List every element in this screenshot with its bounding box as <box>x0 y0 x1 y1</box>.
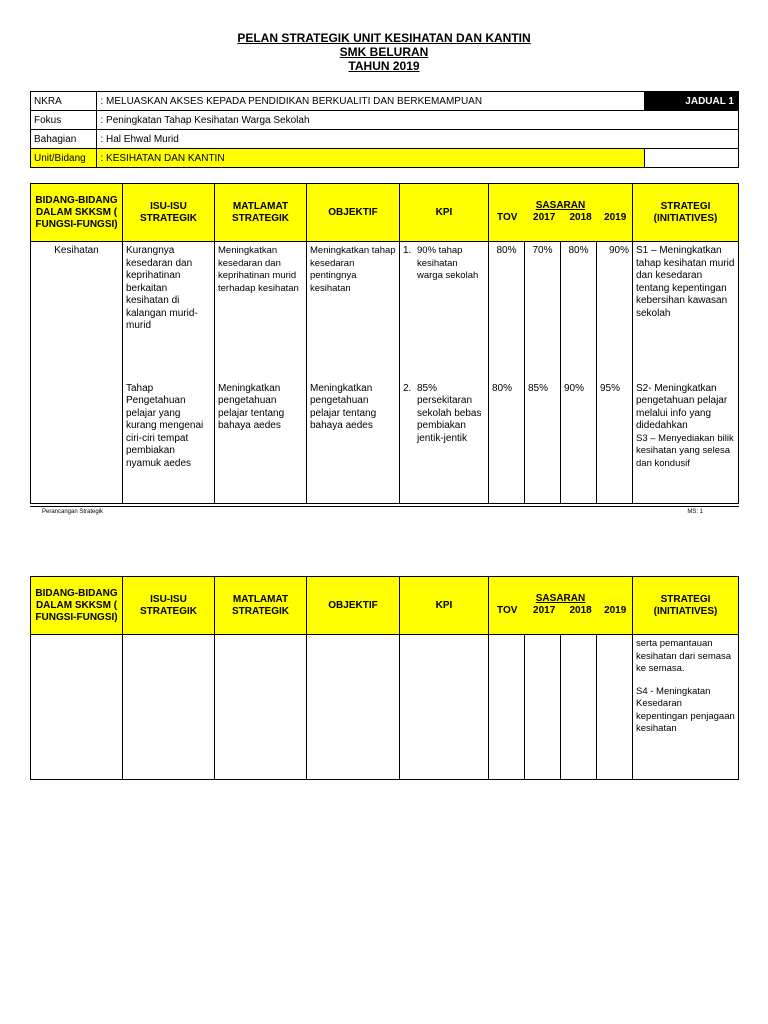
p2-2017 <box>524 635 560 780</box>
fokus-value: : Peningkatan Tahap Kesihatan Warga Sekolah <box>97 111 739 130</box>
header-2018-2: 2018 <box>569 605 592 617</box>
row2-2019: 95% <box>597 380 633 504</box>
footer-left: Perancangan Strategik <box>42 509 104 515</box>
row1-kpi-num: 1. <box>403 245 412 256</box>
row1-kpi <box>400 242 489 380</box>
header-2019: 2019 <box>604 212 627 224</box>
row2-bidang <box>31 380 123 504</box>
row1-strategi: S1 – Meningkatkan tahap kesihatan murid dan kesedaran tentang kepentingan kebersihan kawasan sekolah <box>633 242 739 380</box>
header-kpi: KPI <box>400 184 489 242</box>
header-tov: TOV <box>497 212 518 224</box>
row1-isu: Kurangnya kesedaran dan keprihatinan berkaitan kesihatan di kalangan murid-murid <box>123 242 215 380</box>
row1-objektif: Meningkatkan tahap kesedaran pentingnya kesihatan <box>307 242 400 380</box>
row2-2018: 90% <box>561 380 597 504</box>
header-sasaran-2 <box>489 577 633 635</box>
row1-bidang: Kesihatan <box>31 242 123 380</box>
row1-matlamat: Meningkatkan kesedaran dan keprihatinan murid terhadap kesihatan <box>215 242 307 380</box>
header-sasaran <box>489 184 633 242</box>
header-isu-2: ISU-ISU STRATEGIK <box>123 577 215 635</box>
bahagian-label: Bahagian <box>31 130 97 149</box>
header-matlamat-2: MATLAMAT STRATEGIK <box>215 577 307 635</box>
row2-strategi-s2: S2- Meningkatkan pengetahuan pelajar melalui info yang didedahkan <box>636 382 728 431</box>
header-strategi: STRATEGI (INITIATIVES) <box>633 184 739 242</box>
unit-empty-cell <box>645 149 739 168</box>
p2-objektif <box>307 635 400 780</box>
p2-matlamat <box>215 635 307 780</box>
p2-2019 <box>596 635 632 780</box>
row2-tov: 80% <box>489 380 525 504</box>
p2-bidang <box>31 635 123 780</box>
header-objektif-2: OBJEKTIF <box>307 577 400 635</box>
header-objektif: OBJEKTIF <box>307 184 400 242</box>
nkra-value: : MELUASKAN AKSES KEPADA PENDIDIKAN BERKUALITI DAN BERKEMAMPUAN <box>97 92 645 111</box>
p2-2018 <box>560 635 596 780</box>
page-footer <box>30 506 739 515</box>
header-matlamat: MATLAMAT STRATEGIK <box>215 184 307 242</box>
title-line-2: SMK BELURAN <box>339 45 429 59</box>
unit-label: Unit/Bidang <box>31 149 97 168</box>
unit-value: : KESIHATAN DAN KANTIN <box>97 149 645 168</box>
jadual-badge: JADUAL 1 <box>645 92 739 111</box>
row2-strategi <box>633 380 739 504</box>
header-strategi-2: STRATEGI (INITIATIVES) <box>633 577 739 635</box>
table-row <box>31 242 739 380</box>
header-tov-2: TOV <box>497 605 518 617</box>
row2-strategi-s3: S3 – Menyediakan bilik kesihatan yang selesa dan kondusif <box>636 432 734 469</box>
row2-matlamat: Meningkatkan pengetahuan pelajar tentang bahaya aedes <box>215 380 307 504</box>
p2-tov <box>489 635 525 780</box>
row1-2018: 80% <box>561 242 597 380</box>
header-bidang: BIDANG-BIDANG DALAM SKKSM ( FUNGSI-FUNGSI) <box>31 184 123 242</box>
strategy-table-2 <box>30 576 739 780</box>
header-bidang-2: BIDANG-BIDANG DALAM SKKSM ( FUNGSI-FUNGSI) <box>31 577 123 635</box>
row1-tov: 80% <box>489 242 525 380</box>
p2-strategi-s4: S4 - Meningkatan Kesedaran kepentingan penjagaan kesihatan <box>636 685 735 734</box>
row1-2017: 70% <box>525 242 561 380</box>
info-table <box>30 91 739 168</box>
bahagian-value: : Hal Ehwal Murid <box>97 130 739 149</box>
row1-kpi-text: 90% tahap kesihatan warga sekolah <box>417 245 479 281</box>
row1-2019: 90% <box>597 242 633 380</box>
strategy-table-1 <box>30 183 739 504</box>
header-kpi-2: KPI <box>400 577 489 635</box>
fokus-label: Fokus <box>31 111 97 130</box>
header-2019-2: 2019 <box>604 605 627 617</box>
p2-isu <box>123 635 215 780</box>
header-2017: 2017 <box>533 212 556 224</box>
row2-kpi-text: 85% persekitaran sekolah bebas pembiakan jentik-jentik <box>417 382 482 444</box>
title-line-1: PELAN STRATEGIK UNIT KESIHATAN DAN KANTIN <box>237 31 531 45</box>
table-row <box>31 380 739 504</box>
p2-strategi <box>633 635 739 780</box>
row2-objektif: Meningkatkan pengetahuan pelajar tentang bahaya aedes <box>307 380 400 504</box>
row2-kpi <box>400 380 489 504</box>
sasaran-title: SASARAN <box>535 200 586 212</box>
p2-kpi <box>400 635 489 780</box>
document-title <box>0 31 768 73</box>
table-row <box>31 635 739 780</box>
row2-isu: Tahap Pengetahuan pelajar yang kurang mengenai ciri-ciri tempat pembiakan nyamuk aedes <box>123 380 215 504</box>
p2-strategi-cont: serta pemantauan kesihatan dari semasa ke semasa. <box>636 638 732 674</box>
header-2018: 2018 <box>569 212 592 224</box>
row2-kpi-num: 2. <box>403 382 412 394</box>
nkra-label: NKRA <box>31 92 97 111</box>
header-isu: ISU-ISU STRATEGIK <box>123 184 215 242</box>
footer-page-number: MS: 1 <box>687 509 703 515</box>
sasaran-title-2: SASARAN <box>535 593 586 605</box>
row2-2017: 85% <box>525 380 561 504</box>
title-line-3: TAHUN 2019 <box>348 59 420 73</box>
header-2017-2: 2017 <box>533 605 556 617</box>
